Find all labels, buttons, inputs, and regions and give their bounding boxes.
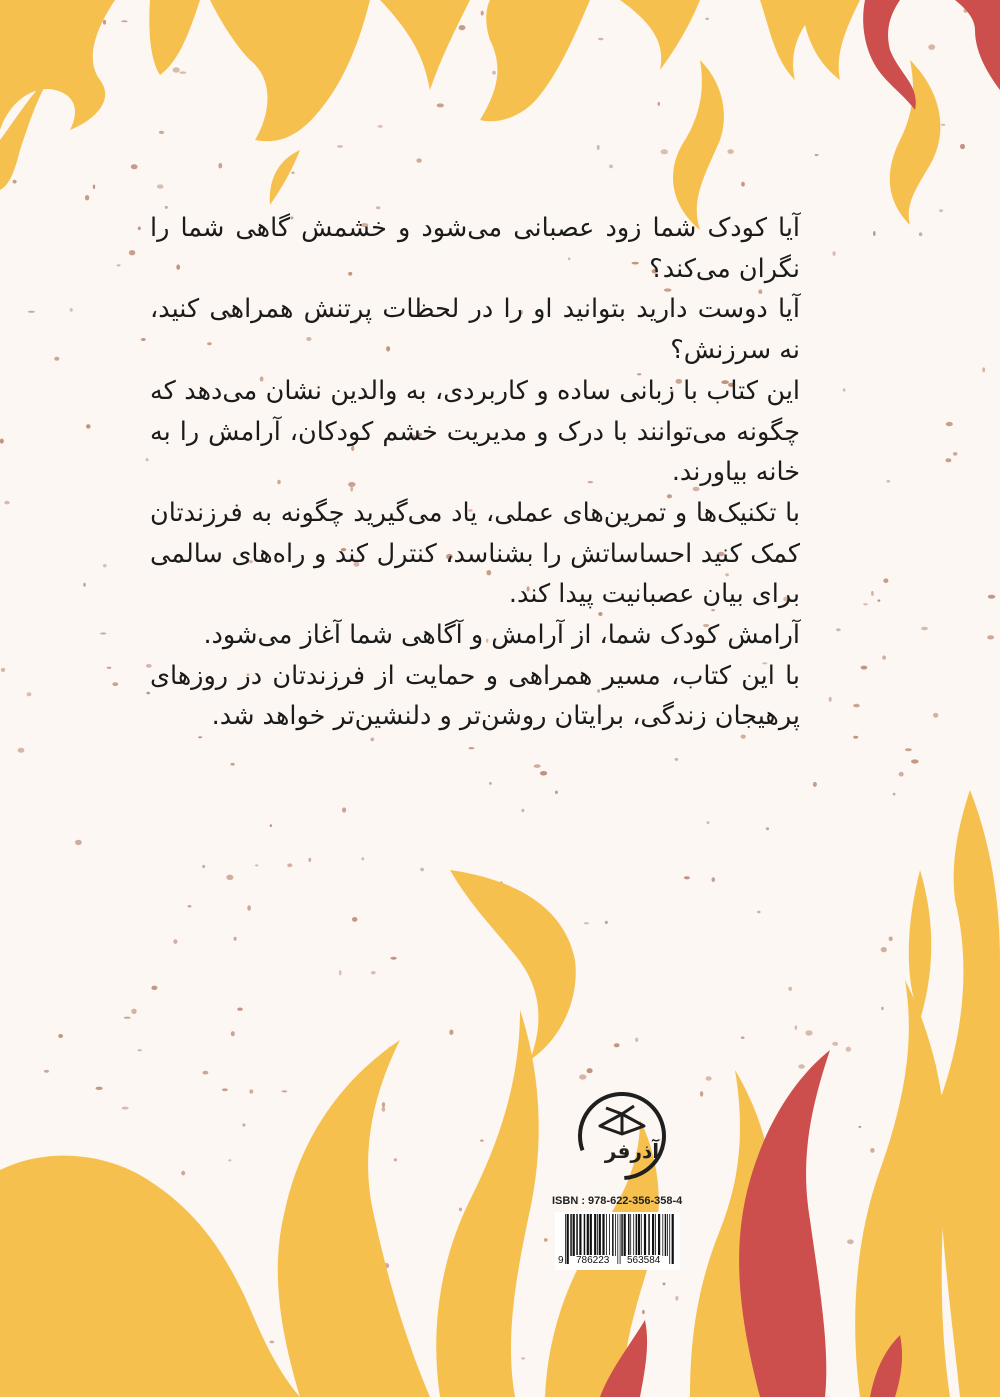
speckle-dot (788, 987, 792, 991)
speckle-dot (179, 71, 186, 73)
speckle-dot (138, 1049, 142, 1051)
speckle-dot (741, 1036, 745, 1039)
speckle-dot (342, 807, 346, 812)
speckle-dot (555, 791, 558, 794)
barcode-bar (579, 1214, 581, 1256)
speckle-dot (18, 748, 25, 753)
speckle-dot (881, 947, 887, 952)
speckle-dot (339, 970, 342, 975)
blurb-paragraph: این کتاب با زبانی ساده و کاربردی، به والدین نشان می‌دهد که چگونه می‌توانند با درک و مدیریت خشم کودکان، آرامش را به خانه بیاورند. (150, 375, 800, 488)
flame-bottom-4 (450, 870, 576, 1060)
speckle-dot (249, 1089, 253, 1093)
barcode-right-digits: 563584 (627, 1255, 661, 1266)
speckle-dot (597, 145, 600, 150)
speckle-dot (188, 905, 192, 907)
speckle-dot (124, 1017, 131, 1019)
speckle-dot (117, 264, 121, 266)
speckle-dot (107, 667, 112, 669)
flame-bottom-3 (436, 1010, 538, 1397)
speckle-dot (853, 704, 860, 708)
speckle-dot (100, 632, 106, 634)
flame-bottom-1 (0, 1156, 300, 1397)
speckle-dot (202, 865, 205, 868)
speckle-dot (83, 583, 85, 587)
speckle-dot (893, 793, 896, 796)
speckle-dot (798, 1064, 805, 1068)
flame-top-10 (760, 0, 860, 80)
barcode-bar (597, 1214, 598, 1256)
speckle-dot (480, 1140, 483, 1142)
speckle-dot (282, 1090, 288, 1092)
barcode-bar (655, 1214, 656, 1256)
barcode-bar (584, 1214, 586, 1256)
flame-bottom-8 (939, 790, 1000, 1397)
speckle-dot (889, 937, 893, 942)
speckle-dot (953, 452, 958, 456)
barcode-bar (638, 1214, 640, 1256)
speckle-dot (28, 311, 35, 313)
speckle-dot (946, 422, 953, 426)
barcode-bar (621, 1214, 623, 1256)
speckle-dot (416, 158, 421, 162)
barcode-bar (599, 1214, 601, 1256)
speckle-dot (44, 1070, 49, 1073)
speckle-dot (352, 917, 357, 922)
speckle-dot (766, 827, 769, 830)
speckle-dot (534, 764, 541, 768)
speckle-dot (492, 71, 496, 75)
speckle-dot (371, 971, 376, 974)
speckle-dot (521, 809, 524, 812)
barcode-bar (648, 1214, 650, 1256)
speckle-dot (960, 144, 965, 149)
speckle-dot (858, 1126, 861, 1128)
speckle-dot (584, 922, 589, 924)
speckle-dot (899, 772, 904, 777)
speckle-dot (337, 145, 343, 148)
speckle-dot (933, 713, 938, 718)
speckle-dot (540, 771, 547, 776)
speckle-dot (579, 1074, 586, 1079)
speckle-dot (159, 131, 164, 134)
barcode-bar (590, 1214, 592, 1256)
speckle-dot (151, 986, 157, 990)
speckle-dot (587, 1068, 593, 1073)
speckle-dot (928, 44, 935, 50)
speckle-dot (870, 1148, 874, 1153)
barcode-bar (636, 1214, 638, 1256)
speckle-dot (255, 864, 258, 866)
flame-bottom-red-1 (739, 1050, 830, 1397)
speckle-dot (54, 357, 59, 361)
barcode-bar (565, 1214, 566, 1264)
speckle-dot (863, 603, 867, 605)
speckle-dot (675, 1296, 678, 1301)
speckle-dot (661, 149, 668, 154)
speckle-dot (1, 668, 5, 672)
speckle-dot (921, 627, 928, 631)
barcode-bar (672, 1214, 674, 1264)
speckle-dot (173, 67, 180, 72)
speckle-dot (481, 11, 484, 16)
flame-top-1 (0, 0, 115, 130)
book-blurb (150, 208, 800, 737)
speckle-dot (684, 876, 690, 879)
speckle-dot (712, 877, 716, 882)
barcode-bar (669, 1214, 670, 1264)
flame-top-5 (270, 150, 300, 205)
speckle-dot (544, 1238, 548, 1242)
barcode-bar (665, 1214, 667, 1256)
speckle-dot (237, 1008, 243, 1011)
speckle-dot (887, 480, 891, 483)
speckle-dot (873, 231, 875, 236)
barcode-bar (641, 1214, 642, 1256)
speckle-dot (394, 1158, 397, 1161)
speckle-dot (58, 1034, 63, 1038)
speckle-dot (727, 149, 733, 154)
speckle-dot (846, 1047, 851, 1052)
speckle-dot (420, 868, 424, 872)
barcode-bar (573, 1214, 575, 1256)
speckle-dot (741, 182, 745, 187)
speckle-dot (642, 1310, 645, 1314)
speckle-dot (70, 308, 73, 312)
speckle-dot (138, 227, 141, 231)
flame-bottom-7 (855, 980, 950, 1397)
speckle-dot (131, 164, 138, 169)
speckle-dot (700, 1091, 703, 1097)
speckle-dot (129, 250, 135, 255)
speckle-dot (4, 501, 9, 505)
speckle-dot (706, 1076, 712, 1080)
speckle-dot (988, 595, 995, 599)
barcode-bar (633, 1214, 634, 1256)
speckle-dot (13, 180, 17, 184)
speckle-dot (982, 367, 985, 372)
speckle-dot (86, 424, 91, 428)
speckle-dot (146, 458, 149, 461)
speckle-dot (247, 905, 251, 911)
speckle-dot (861, 666, 868, 670)
barcode-bar (644, 1214, 646, 1256)
speckle-dot (941, 124, 945, 126)
publisher-logo (574, 1088, 670, 1184)
flame-top-4 (210, 0, 370, 141)
speckle-dot (157, 184, 164, 188)
speckle-dot (905, 748, 912, 751)
barcode-bar (615, 1214, 616, 1256)
flame-top-9 (673, 60, 724, 230)
speckle-dot (141, 338, 146, 341)
speckle-dot (231, 763, 235, 766)
speckle-dot (813, 782, 817, 787)
blurb-paragraph: با این کتاب، مسیر همراهی و حمایت از فرزندتان در روزهای پرهیجان زندگی، برایتان روشن‌تر و دلنشین‌تر خواهد شد. (150, 660, 800, 732)
speckle-dot (945, 458, 951, 462)
speckle-dot (234, 937, 237, 941)
barcode-bar (606, 1214, 607, 1256)
isbn-label: ISBN : 978-622-356-358-4 (552, 1195, 683, 1207)
speckle-dot (308, 858, 311, 862)
speckle-dot (93, 185, 95, 190)
speckle-dot (459, 1208, 462, 1212)
barcode-bar (652, 1214, 654, 1256)
speckle-dot (843, 388, 846, 391)
speckle-dot (287, 863, 292, 867)
flame-top-red-2 (955, 0, 1000, 90)
flame-top-3 (149, 0, 200, 75)
speckle-dot (361, 857, 364, 860)
speckle-dot (795, 1025, 798, 1029)
speckle-dot (270, 824, 272, 827)
speckle-dot (609, 165, 613, 169)
speckle-dot (112, 682, 118, 686)
publisher-name: آذرفر (604, 1139, 660, 1163)
speckle-dot (218, 163, 222, 169)
speckle-dot (883, 578, 888, 583)
speckle-dot (881, 1007, 884, 1010)
speckle-dot (675, 758, 679, 761)
speckle-dot (449, 1030, 453, 1035)
speckle-dot (96, 1087, 103, 1090)
barcode-bar (609, 1214, 610, 1256)
speckle-dot (292, 171, 295, 174)
open-book-icon (600, 1106, 644, 1134)
flame-bottom-2 (278, 1040, 430, 1397)
barcode-bar (587, 1214, 589, 1256)
speckle-dot (757, 911, 760, 914)
speckle-dot (663, 1283, 666, 1286)
blurb-paragraph: آرامش کودک شما، از آرامش و آگاهی شما آغاز می‌شود. (203, 620, 800, 651)
speckle-dot (705, 18, 709, 20)
barcode-bar (628, 1214, 630, 1256)
speckle-dot (459, 25, 466, 30)
speckle-dot (598, 38, 604, 40)
speckle-dot (437, 103, 444, 107)
blurb-paragraph: آیا کودک شما زود عصبانی می‌شود و خشمش گاهی شما را نگران می‌کند؟ (150, 213, 800, 284)
speckle-dot (173, 939, 177, 944)
speckle-dot (231, 1031, 235, 1036)
speckle-dot (131, 1009, 136, 1014)
speckle-dot (882, 656, 886, 660)
speckle-dot (707, 821, 710, 824)
speckle-dot (489, 782, 492, 785)
speckle-dot (181, 1171, 185, 1176)
barcode-bar (624, 1214, 626, 1256)
speckle-dot (391, 957, 397, 960)
barcode-bar (630, 1214, 631, 1256)
speckle-dot (987, 635, 994, 639)
barcode-bar (658, 1214, 660, 1256)
speckle-dot (121, 20, 128, 22)
speckle-dot (658, 102, 660, 106)
speckle-dot (871, 591, 874, 596)
speckle-dot (805, 1030, 812, 1035)
speckle-dot (75, 840, 82, 845)
speckle-dot (939, 209, 943, 212)
barcode-bar (612, 1214, 614, 1256)
speckle-dot (468, 747, 474, 749)
speckle-dot (521, 1357, 525, 1359)
speckle-dot (85, 195, 89, 200)
speckle-dot (378, 125, 383, 128)
speckle-dot (614, 1043, 620, 1047)
barcode-bar (662, 1214, 663, 1256)
speckle-dot (242, 1123, 245, 1126)
speckle-dot (270, 1341, 275, 1344)
blurb-paragraph: آیا دوست دارید بتوانید او را در لحظات پرتنش همراهی کنید، نه سرزنش؟ (150, 294, 800, 366)
barcode-bar (567, 1214, 569, 1264)
barcode-bar (620, 1214, 621, 1264)
barcode-prefix-digit: 9 (558, 1255, 564, 1266)
flame-top-6 (380, 0, 470, 90)
blurb-paragraph: با تکنیک‌ها و تمرین‌های عملی، یاد می‌گیرید چگونه به فرزندتان کمک کنید احساساتش را بشناسد، کنترل کند و راه‌های سالمی برای بیان عصبانیت پیدا کند. (150, 497, 800, 610)
speckle-dot (103, 20, 106, 25)
speckle-dot (911, 759, 919, 763)
speckle-dot (228, 1159, 231, 1161)
speckle-dot (847, 1239, 854, 1244)
speckle-dot (0, 439, 4, 444)
speckle-dot (635, 1038, 638, 1043)
barcode-bar (570, 1214, 572, 1256)
barcode-bar (602, 1214, 604, 1256)
speckle-dot (605, 921, 608, 924)
speckle-dot (919, 232, 922, 236)
speckle-dot (382, 1102, 385, 1107)
barcode-bar (667, 1214, 668, 1256)
barcode-bar (617, 1214, 618, 1264)
speckle-dot (829, 697, 832, 702)
speckle-dot (222, 1088, 228, 1091)
flame-top-8 (620, 0, 700, 70)
flame-top-red-1 (863, 0, 916, 110)
speckle-dot (832, 1042, 838, 1046)
speckle-dot (103, 564, 107, 567)
speckle-dot (853, 736, 858, 739)
speckle-dot (836, 628, 841, 631)
speckle-dot (833, 251, 836, 256)
barcode-bar (576, 1214, 578, 1256)
barcode-left-digits: 786223 (576, 1255, 610, 1266)
barcode-bar (594, 1214, 596, 1256)
speckle-dot (27, 692, 32, 696)
speckle-dot (203, 1071, 209, 1075)
speckle-dot (370, 738, 374, 742)
speckle-dot (382, 1107, 386, 1112)
speckle-dot (878, 599, 881, 601)
flame-top-7 (480, 0, 590, 121)
speckle-dot (226, 875, 233, 880)
speckle-dot (122, 1107, 129, 1110)
speckle-dot (815, 154, 819, 156)
